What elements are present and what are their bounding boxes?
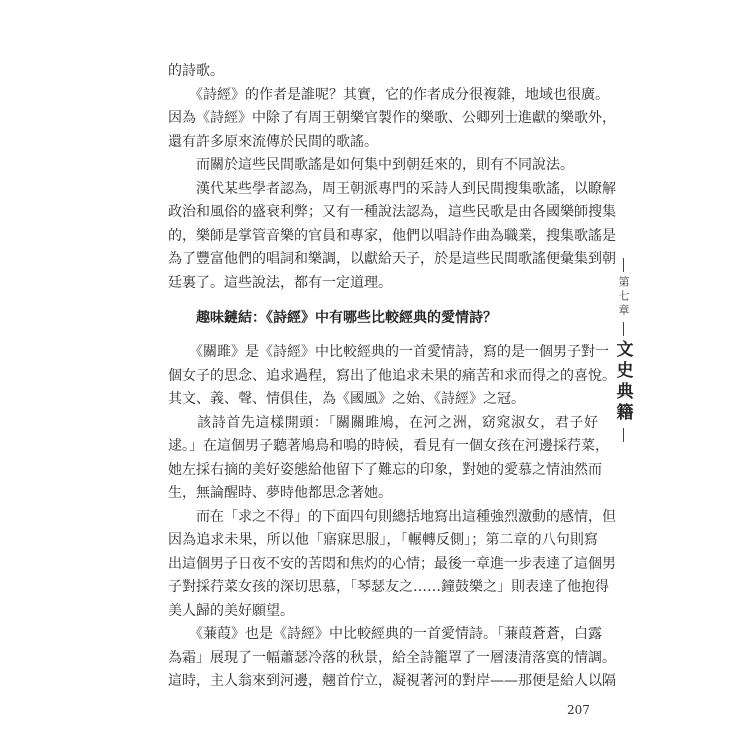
text-line: 美人歸的美好願望。 <box>168 602 294 619</box>
text-line: 出這個男子日夜不安的苦悶和焦灼的心情；最後一章進一步表達了這個男 <box>168 555 616 572</box>
paragraph <box>168 154 598 178</box>
tab-rule-bottom <box>623 428 624 442</box>
spacer <box>168 331 598 341</box>
text-line: 個女子的思念、追求過程，寫出了他追求未果的痛苦和求而得之的喜悅。 <box>168 367 616 384</box>
text-line: 漢代某些學者認為，周王朝派專門的采詩人到民間搜集歌謠，以瞭解 <box>168 180 616 197</box>
chapter-side-tab <box>612 258 634 442</box>
text-line: 《詩經》的作者是誰呢？其實，它的作者成分很複雜，地域也很廣。 <box>168 86 609 103</box>
paragraph <box>168 178 616 296</box>
paragraph <box>168 506 616 624</box>
text-line: 因為追求未果，所以他「寤寐思服」，「輾轉反側」；第二章的八句則寫 <box>168 532 598 548</box>
text-line: 的詩歌。 <box>168 63 224 79</box>
text-line: 而關於這些民間歌謠是如何集中到朝廷來的，則有不同說法。 <box>168 157 574 173</box>
chapter-label: 第七章 <box>617 276 630 318</box>
tab-rule-middle <box>623 322 624 336</box>
paragraph <box>168 84 616 155</box>
paragraph <box>168 412 609 506</box>
paragraph <box>168 623 616 694</box>
spacer <box>168 295 598 305</box>
text-line: 為了豐富他們的唱詞和樂調，以獻給天子，於是這些民間歌謠便彙集到朝 <box>168 251 616 267</box>
text-line: 子對採荇菜女孩的深切思慕，「琴瑟友之……鐘鼓樂之」則表達了他抱得 <box>168 579 609 595</box>
text-line: 這時，主人翁來到河邊，翹首佇立，凝視著河的對岸——那便是給人以隔 <box>168 673 616 689</box>
page-number: 207 <box>567 703 590 717</box>
text-line: 還有許多原來流傳於民間的歌謠。 <box>168 133 378 150</box>
text-line: 該詩首先這樣開頭：「關關雎鳩，在河之洲，窈窕淑女，君子好 <box>168 414 598 431</box>
text-line: 的，樂師是掌管音樂的官員和專家，他們以唱詩作曲為職業，搜集歌謠是 <box>168 227 616 244</box>
section-heading: 趣味鏈結：《詩經》中有哪些比較經典的愛情詩？ <box>196 310 497 326</box>
tab-rule-top <box>623 258 624 272</box>
text-line: 其文、義、聲、情俱佳，為《國風》之始、《詩經》之冠。 <box>168 391 525 407</box>
text-line: 生，無論醒時、夢時他都思念著她。 <box>168 485 392 501</box>
paragraph <box>168 60 598 84</box>
page-body <box>168 60 616 694</box>
text-line: 因為《詩經》中除了有周王朝樂官製作的樂歌、公卿列士進獻的樂歌外， <box>168 110 616 126</box>
text-line: 《關雎》是《詩經》中比較經典的一首愛情詩，寫的是一個男子對一 <box>168 344 609 360</box>
text-line: 為霜」展現了一幅蕭瑟冷落的秋景，給全詩籠罩了一層淒清落寞的情調。 <box>168 649 616 666</box>
text-line: 而在「求之不得」的下面四句則總括地寫出這種強烈激動的感情，但 <box>168 508 616 525</box>
text-line: 政治和風俗的盛衰利弊；又有一種說法認為，這些民歌是由各國樂師搜集 <box>168 204 616 220</box>
text-line: 《蒹葭》也是《詩經》中比較經典的一首愛情詩。「蒹葭蒼蒼，白露 <box>168 626 602 642</box>
text-line: 她左採右摘的美好姿態給他留下了難忘的印象，對她的愛慕之情油然而 <box>168 461 602 478</box>
chapter-title: 文史典籍 <box>612 340 633 424</box>
paragraph <box>168 341 616 412</box>
text-line: 廷裏了。這些說法，都有一定道理。 <box>168 274 392 291</box>
text-line: 逑。」在這個男子聽著鳩鳥和鳴的時候，看見有一個女孩在河邊採荇菜， <box>168 438 609 454</box>
